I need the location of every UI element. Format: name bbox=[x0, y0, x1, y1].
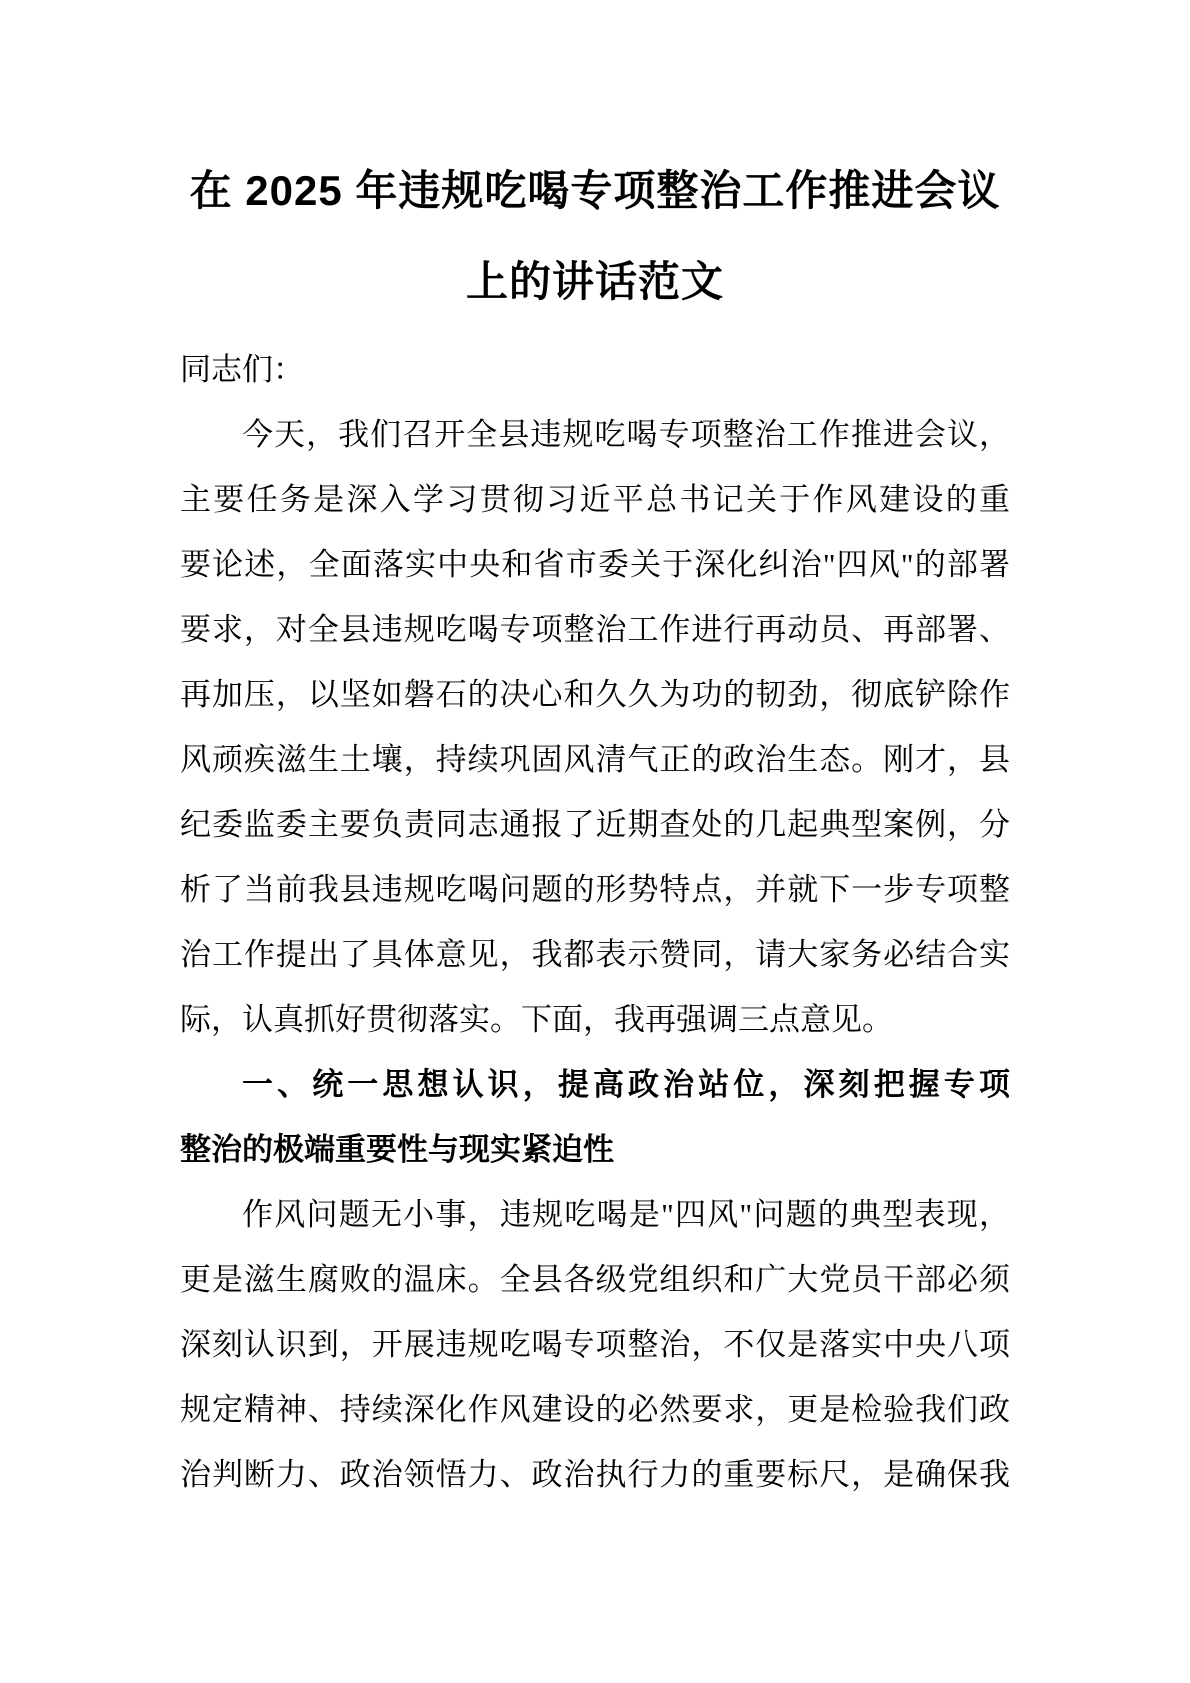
text-line: 主要任务是深入学习贯彻习近平总书记关于作风建设的重 bbox=[180, 482, 1010, 517]
text-line: 际，认真抓好贯彻落实。下面，我再强调三点意见。 bbox=[180, 1002, 893, 1037]
text-line: 析了当前我县违规吃喝问题的形势特点，并就下一步专项整 bbox=[180, 872, 1010, 907]
text-line: 更是滋生腐败的温床。全县各级党组织和广大党员干部必须 bbox=[180, 1262, 1010, 1297]
text-line: 作风问题无小事，违规吃喝是"四风"问题的典型表现， bbox=[242, 1197, 1010, 1232]
document-body bbox=[180, 337, 1010, 1507]
document-title-line-1: 在 2025 年违规吃喝专项整治工作推进会议 bbox=[189, 167, 1001, 214]
text-line: 风顽疾滋生土壤，持续巩固风清气正的政治生态。刚才，县 bbox=[180, 742, 1010, 777]
document-title bbox=[180, 145, 1010, 327]
text-line: 再加压，以坚如磐石的决心和久久为功的韧劲，彻底铲除作 bbox=[180, 677, 1010, 712]
text-line: 今天，我们召开全县违规吃喝专项整治工作推进会议， bbox=[242, 417, 1010, 452]
text-line: 治工作提出了具体意见，我都表示赞同，请大家务必结合实 bbox=[180, 937, 1010, 972]
text-line: 规定精神、持续深化作风建设的必然要求，更是检验我们政 bbox=[180, 1392, 1010, 1427]
text-line: 要求，对全县违规吃喝专项整治工作进行再动员、再部署、 bbox=[180, 612, 1010, 647]
text-line: 纪委监委主要负责同志通报了近期查处的几起典型案例，分 bbox=[180, 807, 1010, 842]
document-title-line-2: 上的讲话范文 bbox=[465, 258, 724, 305]
text-line: 深刻认识到，开展违规吃喝专项整治，不仅是落实中央八项 bbox=[180, 1327, 1010, 1362]
section-heading-line: 整治的极端重要性与现实紧迫性 bbox=[180, 1132, 614, 1167]
text-line: 治判断力、政治领悟力、政治执行力的重要标尺，是确保我 bbox=[180, 1457, 1010, 1492]
text-line: 要论述，全面落实中央和省市委关于深化纠治"四风"的部署 bbox=[180, 547, 1010, 582]
section-heading-line: 一、统一思想认识，提高政治站位，深刻把握专项 bbox=[242, 1067, 1010, 1102]
text-line: 同志们： bbox=[180, 352, 304, 387]
